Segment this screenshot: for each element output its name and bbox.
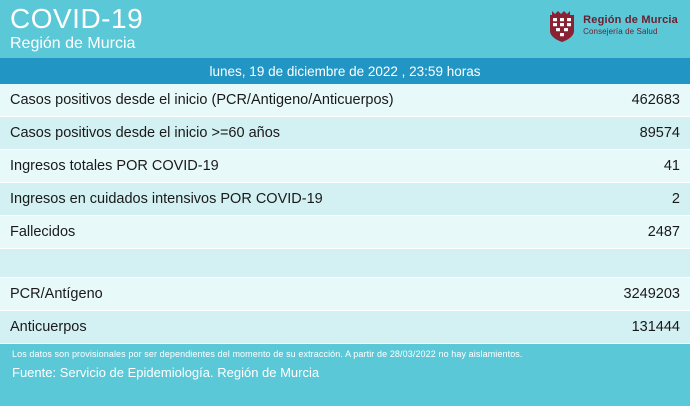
murcia-crest-icon	[548, 8, 576, 42]
table-row	[0, 216, 690, 249]
row-value: 2487	[647, 224, 680, 240]
table-spacer	[0, 249, 690, 278]
row-label: Casos positivos desde el inicio >=60 años	[10, 125, 281, 141]
logo-text	[583, 14, 678, 36]
table-row	[0, 117, 690, 150]
logo-line-2: Consejería de Salud	[583, 26, 658, 36]
row-value: 41	[663, 158, 680, 174]
table-row	[0, 278, 690, 311]
page-title: COVID-19	[10, 3, 144, 34]
table-row	[0, 183, 690, 216]
statistics-table	[0, 84, 690, 344]
provisional-data-note: Los datos son provisionales por ser dependientes del momento de su extracción. A partir de 28/03/2022 no hay aislamientos.	[12, 349, 523, 359]
date-bar	[0, 58, 690, 84]
table-row	[0, 84, 690, 117]
page-subtitle: Región de Murcia	[10, 35, 136, 52]
row-label: Ingresos en cuidados intensivos POR COVID-19	[10, 191, 323, 207]
row-label: Fallecidos	[10, 224, 76, 240]
table-row	[0, 311, 690, 344]
row-label: PCR/Antígeno	[10, 286, 103, 302]
row-value: 462683	[631, 92, 680, 108]
row-label: Casos positivos desde el inicio (PCR/Antigeno/Anticuerpos)	[10, 92, 394, 108]
row-value: 2	[671, 191, 680, 207]
page-header	[0, 0, 690, 58]
source-line: Fuente: Servicio de Epidemiología. Región de Murcia	[12, 365, 320, 380]
table-row	[0, 150, 690, 183]
regional-logo	[548, 8, 678, 42]
row-label: Anticuerpos	[10, 319, 87, 335]
row-value: 89574	[639, 125, 680, 141]
row-value: 131444	[631, 319, 680, 335]
row-value: 3249203	[623, 286, 680, 302]
logo-line-1: Región de Murcia	[583, 14, 678, 27]
row-label: Ingresos totales POR COVID-19	[10, 158, 219, 174]
date-text: lunes, 19 de diciembre de 2022 , 23:59 horas	[209, 63, 481, 79]
